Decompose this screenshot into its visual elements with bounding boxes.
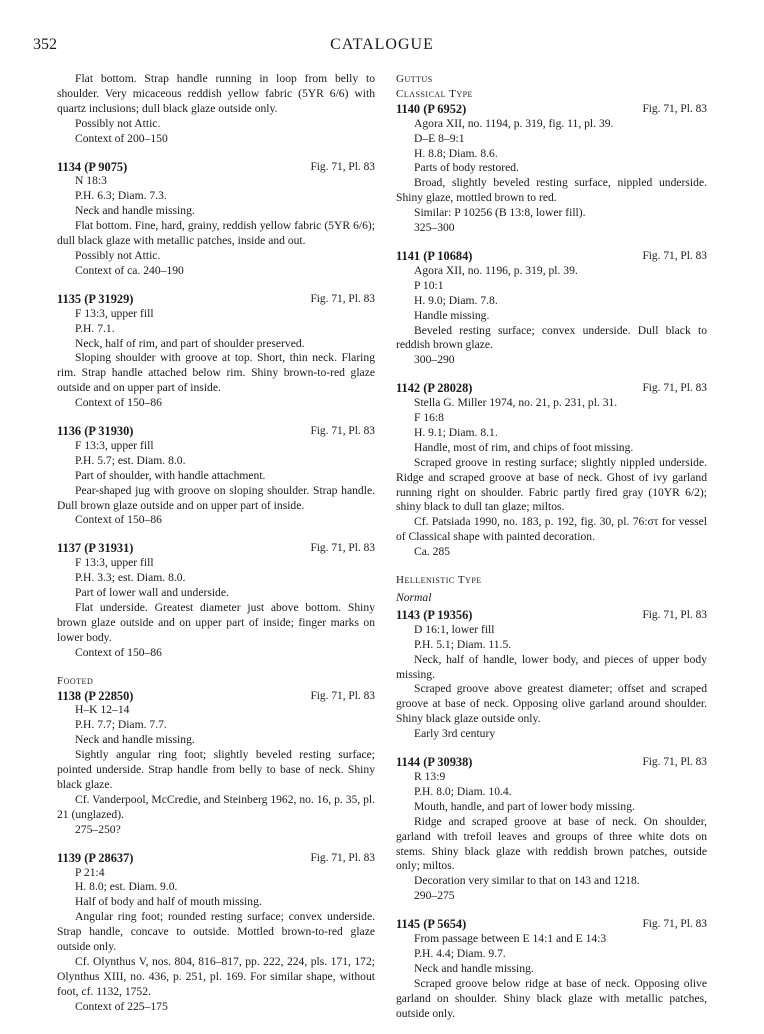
entry-info-line: F 13:3, upper fill [75, 306, 154, 320]
catalogue-entry-1140 [396, 102, 707, 236]
subsection-heading: Classical Type [396, 87, 473, 100]
catalogue-entry-1141 [396, 249, 707, 368]
entry-heading [57, 292, 375, 307]
entry-description: Cf. Patsiada 1990, no. 183, p. 192, fig. 30, pl. 76:στ for vessel of Classical shape with painted decoration. [396, 515, 707, 544]
entry-info-line: H. 9.0; Diam. 7.8. [414, 293, 498, 307]
entry-context: Context of 150–86 [75, 396, 162, 410]
figure-reference: Fig. 71, Pl. 83 [310, 292, 375, 305]
entry-description: Broad, slightly beveled resting surface, nippled underside. Shiny glaze, mottled brown to red. [396, 176, 707, 205]
entry-info-line: Stella G. Miller 1974, no. 21, p. 231, pl. 31. [414, 396, 618, 410]
entry-info-line: P.H. 5.1; Diam. 11.5. [414, 637, 512, 651]
entry-heading [396, 102, 707, 117]
entry-info-line: Part of shoulder, with handle attachment. [75, 468, 266, 482]
entry-info-line: P.H. 6.3; Diam. 7.3. [75, 189, 167, 203]
entry-number: 1137 (P 31931) [57, 541, 134, 556]
entry-number: 1140 (P 6952) [396, 101, 467, 116]
entry-context: Context of 225–175 [75, 999, 168, 1013]
catalogue-entry-1139 [57, 851, 375, 1015]
entry-context: 290–275 [414, 889, 455, 903]
figure-reference: Fig. 71, Pl. 83 [642, 249, 707, 262]
figure-reference: Fig. 71, Pl. 83 [642, 918, 707, 931]
entry-heading [57, 851, 375, 866]
entry-description: Ridge and scraped groove at base of neck. On shoulder, garland with trefoil leaves and groups of three white dots on stems. Shiny black glaze with reddish brown patches, outside only; miltos. [396, 814, 707, 873]
entry-context: Context of 200–150 [75, 131, 168, 145]
catalogue-entry-1135 [57, 292, 375, 411]
entry-info-line: Handle, most of rim, and chips of foot missing. [414, 440, 634, 454]
entry-number: 1144 (P 30938) [396, 755, 473, 770]
entry-number: 1136 (P 31930) [57, 424, 134, 439]
figure-reference: Fig. 71, Pl. 83 [310, 542, 375, 555]
entry-context: Context of 150–86 [75, 645, 162, 659]
catalogue-entry-1144 [396, 755, 707, 904]
entry-heading [57, 424, 375, 439]
figure-reference: Fig. 71, Pl. 83 [642, 102, 707, 115]
entry-heading [396, 917, 707, 932]
entry-description: Scraped groove above greatest diameter; offset and scraped groove at base of neck. Opposing olive garland around shoulder. Shiny black glaze outside only. [396, 682, 707, 726]
entry-number: 1143 (P 19356) [396, 607, 473, 622]
entry-info-line: From passage between E 14:1 and E 14:3 [414, 932, 607, 946]
entry-info-line: P.H. 4.4; Diam. 9.7. [414, 946, 506, 960]
entry-info-line: Parts of body restored. [414, 161, 519, 175]
entry-description: Flat bottom. Strap handle running in loop from belly to shoulder. Very micaceous reddish yellow fabric (5YR 6/6) with quartz inclusions; dull black glaze outside only. [57, 72, 375, 115]
catalogue-entry-1143 [396, 608, 707, 742]
entry-info-line: D 16:1, lower fill [414, 622, 495, 636]
catalogue-entry-1138 [57, 689, 375, 838]
figure-reference: Fig. 71, Pl. 83 [310, 689, 375, 702]
running-title: CATALOGUE [330, 36, 434, 53]
figure-reference: Fig. 71, Pl. 83 [310, 425, 375, 438]
entry-description: Beveled resting surface; convex underside. Dull black to reddish brown glaze. [396, 323, 707, 352]
page-number: 352 [33, 36, 57, 53]
entry-number: 1135 (P 31929) [57, 291, 134, 306]
entry-context: Early 3rd century [414, 727, 496, 741]
section-heading: Footed [57, 674, 94, 687]
entry-info-line: N 18:3 [75, 174, 107, 188]
entry-info-line: P 10:1 [414, 278, 444, 292]
entry-info-line: Handle missing. [414, 308, 490, 322]
entry-heading [57, 160, 375, 175]
entry-info-line: Agora XII, no. 1196, p. 319, pl. 39. [414, 263, 578, 277]
entry-context: Possibly not Attic. [75, 248, 161, 262]
entry-info-line: H. 8.0; est. Diam. 9.0. [75, 880, 178, 894]
figure-reference: Fig. 71, Pl. 83 [310, 851, 375, 864]
entry-info-line: H–K 12–14 [75, 703, 130, 717]
entry-info-line: P.H. 5.7; est. Diam. 8.0. [75, 453, 186, 467]
entry-description: Neck, half of handle, lower body, and pieces of upper body missing. [396, 652, 707, 681]
entry-number: 1142 (P 28028) [396, 381, 473, 396]
entry-info-line: F 13:3, upper fill [75, 556, 154, 570]
entry-context: Context of 150–86 [75, 513, 162, 527]
entry-info-line: Agora XII, no. 1194, p. 319, fig. 11, pl. 39. [414, 116, 614, 130]
entry-info-line: F 16:8 [414, 411, 444, 425]
entry-heading [396, 755, 707, 770]
entry-info-line: P.H. 3.3; est. Diam. 8.0. [75, 571, 186, 585]
entry-description: Flat underside. Greatest diameter just above bottom. Shiny brown glaze outside and on upper part of inside; finger marks on lower body. [57, 601, 375, 644]
entry-info-line: D–E 8–9:1 [414, 131, 465, 145]
entry-number: 1138 (P 22850) [57, 688, 134, 703]
entry-description: Pear-shaped jug with groove on sloping shoulder. Strap handle. Dull brown glaze outside and on upper part of inside. [57, 483, 375, 512]
entry-description: Flat bottom. Fine, hard, grainy, reddish yellow fabric (5YR 6/6); dull black glaze with metallic patches, inside and out. [57, 219, 375, 248]
figure-reference: Fig. 71, Pl. 83 [310, 160, 375, 173]
entry-description: Angular ring foot; rounded resting surface; convex underside. Strap handle, concave to outside. Mottled brown-to-red glaze outside only. [57, 910, 375, 954]
catalogue-entry-1136 [57, 424, 375, 528]
catalogue-entry-1137 [57, 541, 375, 660]
entry-description: Scraped groove in resting surface; slightly nippled underside. Ridge and scraped groove at base of neck. Ghost of ivy garland running right on shoulder. Fabric partly fired gray (10YR 6/2); shiny black to dull tan glaze; miltos. [396, 455, 707, 514]
entry-info-line: H. 8.8; Diam. 8.6. [414, 146, 498, 160]
entry-number: 1145 (P 5654) [396, 917, 467, 932]
subsection-heading: Normal [396, 591, 432, 604]
entry-heading [396, 249, 707, 264]
entry-info-line: F 13:3, upper fill [75, 438, 154, 452]
entry-info-line: R 13:9 [414, 769, 446, 783]
entry-info-line: P.H. 7.1. [75, 321, 115, 335]
entry-info-line: Part of lower wall and underside. [75, 586, 229, 600]
entry-info-line: Half of body and half of mouth missing. [75, 895, 262, 909]
entry-number: 1139 (P 28637) [57, 850, 134, 865]
entry-info-line: Neck and handle missing. [75, 204, 195, 218]
entry-context: Ca. 285 [414, 545, 451, 559]
entry-info-line: H. 9.1; Diam. 8.1. [414, 425, 498, 439]
entry-heading [57, 689, 375, 704]
entry-info-line: P.H. 7.7; Diam. 7.7. [75, 718, 167, 732]
right-column [396, 72, 707, 1034]
entry-info-line: P 21:4 [75, 865, 105, 879]
entry-info-line: Mouth, handle, and part of lower body missing. [414, 799, 635, 813]
entry-description: Sightly angular ring foot; slightly beveled resting surface; pointed underside. Strap handle from belly to base of neck. Shiny black glaze. [57, 748, 375, 791]
catalogue-entry-1142 [396, 381, 707, 560]
entry-heading [57, 541, 375, 556]
section-heading: Hellenistic Type [396, 574, 482, 587]
continued-entry [57, 72, 375, 147]
entry-heading [396, 608, 707, 623]
section-heading: Guttus [396, 73, 433, 85]
entry-description: Sloping shoulder with groove at top. Short, thin neck. Flaring rim. Strap handle attached below rim. Shiny brown-to-red glaze outside and on upper part of inside. [57, 351, 375, 395]
entry-context: 275–250? [75, 822, 121, 836]
entry-info-line: P.H. 8.0; Diam. 10.4. [414, 784, 512, 798]
entry-heading [396, 381, 707, 396]
entry-info-line: Neck, half of rim, and part of shoulder preserved. [75, 336, 305, 350]
entry-info-line: Neck and handle missing. [414, 961, 534, 975]
entry-description: Cf. Olynthus V, nos. 804, 816–817, pp. 222, 224, pls. 171, 172; Olynthus XIII, no. 436, p. 251, pl. 169. For similar shape, without foot, cf. 1132, 1752. [57, 954, 375, 998]
figure-reference: Fig. 71, Pl. 83 [642, 382, 707, 395]
entry-description: Decoration very similar to that on 143 and 1218. [414, 874, 640, 888]
entry-description: Scraped groove below ridge at base of neck. Opposing olive garland on shoulder. Shiny black glaze with metallic patches, outside only. [396, 976, 707, 1020]
catalogue-entry-1145 [396, 917, 707, 1021]
figure-reference: Fig. 71, Pl. 83 [642, 756, 707, 769]
entry-number: 1141 (P 10684) [396, 248, 473, 263]
left-column [57, 72, 375, 1028]
entry-context: 300–290 [414, 353, 455, 367]
figure-reference: Fig. 71, Pl. 83 [642, 608, 707, 621]
entry-description: Cf. Vanderpool, McCredie, and Steinberg 1962, no. 16, p. 35, pl. 21 (unglazed). [57, 792, 376, 821]
entry-context: Context of ca. 240–190 [75, 263, 184, 277]
entry-context: Possibly not Attic. [75, 116, 161, 130]
entry-number: 1134 (P 9075) [57, 159, 128, 174]
entry-info-line: Neck and handle missing. [75, 733, 195, 747]
catalogue-entry-1134 [57, 160, 375, 279]
entry-context: 325–300 [414, 221, 455, 235]
entry-description: Similar: P 10256 (B 13:8, lower fill). [414, 206, 586, 220]
